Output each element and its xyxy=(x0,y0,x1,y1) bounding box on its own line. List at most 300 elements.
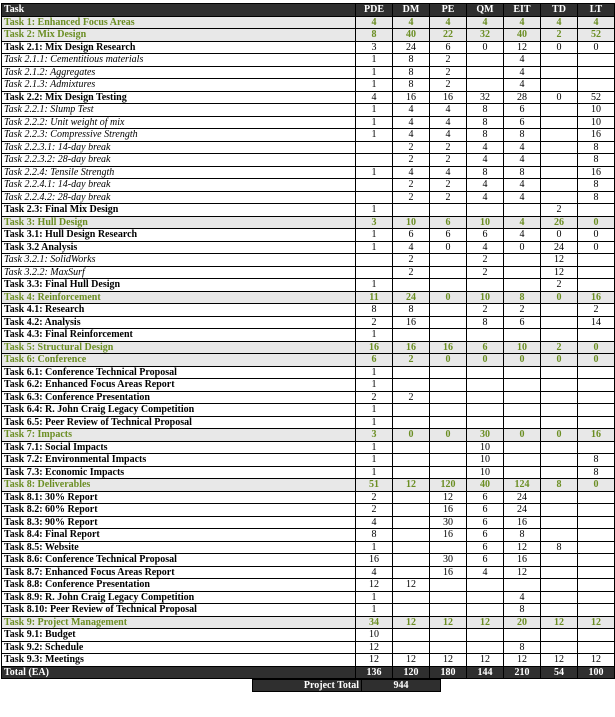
hours-cell-qm: 30 xyxy=(467,429,504,442)
hours-cell-eit: 12 xyxy=(504,566,541,579)
hours-cell-lt: 8 xyxy=(578,454,615,467)
hours-cell-lt xyxy=(578,504,615,517)
hours-cell-pe: 12 xyxy=(430,491,467,504)
hours-cell-eit: 0 xyxy=(504,354,541,367)
hours-cell-dm: 12 xyxy=(393,616,430,629)
hours-cell-pde: 1 xyxy=(356,591,393,604)
hours-cell-pe: 2 xyxy=(430,79,467,92)
task-label: Task 2.2.4: Tensile Strength xyxy=(2,166,356,179)
hours-cell-pde: 1 xyxy=(356,66,393,79)
hours-cell-qm: 12 xyxy=(467,654,504,667)
hours-cell-qm: 0 xyxy=(467,354,504,367)
hours-cell-pe: 0 xyxy=(430,429,467,442)
hours-cell-qm: 6 xyxy=(467,516,504,529)
task-group-row xyxy=(2,479,615,492)
hours-cell-qm xyxy=(467,379,504,392)
task-row xyxy=(2,454,615,467)
hours-cell-qm xyxy=(467,366,504,379)
task-row xyxy=(2,329,615,342)
task-row xyxy=(2,516,615,529)
task-row xyxy=(2,404,615,417)
task-row xyxy=(2,566,615,579)
hours-cell-pe xyxy=(430,604,467,617)
hours-cell-lt: 16 xyxy=(578,291,615,304)
hours-cell-dm: 12 xyxy=(393,654,430,667)
hours-cell-qm: 2 xyxy=(467,266,504,279)
hours-cell-eit: 6 xyxy=(504,116,541,129)
hours-cell-pde: 12 xyxy=(356,579,393,592)
hours-cell-td xyxy=(541,416,578,429)
task-row xyxy=(2,279,615,292)
task-row xyxy=(2,91,615,104)
hours-cell-pde: 51 xyxy=(356,479,393,492)
hours-cell-pe: 30 xyxy=(430,516,467,529)
task-group-row xyxy=(2,341,615,354)
task-row xyxy=(2,391,615,404)
task-label: Task 2.2.1: Slump Test xyxy=(2,104,356,117)
hours-cell-eit xyxy=(504,204,541,217)
task-row xyxy=(2,79,615,92)
task-row xyxy=(2,366,615,379)
hours-cell-td: 26 xyxy=(541,216,578,229)
hours-cell-dm xyxy=(393,491,430,504)
hours-cell-pde: 2 xyxy=(356,316,393,329)
hours-cell-pde: 1 xyxy=(356,466,393,479)
hours-cell-eit: 12 xyxy=(504,41,541,54)
task-label: Task 4.2: Analysis xyxy=(2,316,356,329)
hours-cell-pe: 16 xyxy=(430,504,467,517)
task-label: Task 3.3: Final Hull Design xyxy=(2,279,356,292)
hours-cell-eit: 4 xyxy=(504,66,541,79)
hours-cell-qm: 8 xyxy=(467,116,504,129)
header-lt: LT xyxy=(578,4,615,17)
task-label: Task 6: Conference xyxy=(2,354,356,367)
task-label: Task 2.1.1: Cementitious materials xyxy=(2,54,356,67)
task-row xyxy=(2,304,615,317)
hours-cell-pe xyxy=(430,366,467,379)
hours-cell-dm xyxy=(393,379,430,392)
hours-cell-lt xyxy=(578,379,615,392)
hours-cell-pde: 4 xyxy=(356,566,393,579)
hours-cell-lt: 10 xyxy=(578,104,615,117)
hours-cell-pde: 1 xyxy=(356,441,393,454)
task-label: Task 1: Enhanced Focus Areas xyxy=(2,16,356,29)
hours-cell-td xyxy=(541,504,578,517)
hours-cell-pe: 0 xyxy=(430,354,467,367)
hours-cell-lt xyxy=(578,629,615,642)
hours-cell-dm: 8 xyxy=(393,79,430,92)
hours-cell-td xyxy=(541,141,578,154)
hours-cell-td: 12 xyxy=(541,654,578,667)
hours-cell-eit xyxy=(504,416,541,429)
hours-cell-td: 0 xyxy=(541,41,578,54)
task-row xyxy=(2,266,615,279)
header-eit: EIT xyxy=(504,4,541,17)
hours-cell-lt: 8 xyxy=(578,191,615,204)
hours-cell-pe xyxy=(430,404,467,417)
hours-cell-qm: 6 xyxy=(467,504,504,517)
hours-cell-eit: 4 xyxy=(504,79,541,92)
hours-cell-qm: 10 xyxy=(467,216,504,229)
header-row xyxy=(2,4,615,17)
task-label: Task 2.2.3: Compressive Strength xyxy=(2,129,356,142)
hours-cell-eit xyxy=(504,391,541,404)
hours-cell-dm: 12 xyxy=(393,579,430,592)
hours-cell-pde xyxy=(356,266,393,279)
hours-cell-td: 8 xyxy=(541,541,578,554)
hours-cell-td xyxy=(541,154,578,167)
hours-cell-pe: 12 xyxy=(430,654,467,667)
hours-cell-eit: 210 xyxy=(504,666,541,679)
hours-cell-td xyxy=(541,566,578,579)
hours-cell-td: 0 xyxy=(541,229,578,242)
hours-cell-dm: 2 xyxy=(393,254,430,267)
hours-cell-pe xyxy=(430,441,467,454)
hours-cell-td xyxy=(541,391,578,404)
hours-cell-pe: 30 xyxy=(430,554,467,567)
task-row xyxy=(2,54,615,67)
hours-cell-qm: 8 xyxy=(467,129,504,142)
hours-cell-eit: 4 xyxy=(504,179,541,192)
hours-cell-eit: 4 xyxy=(504,54,541,67)
hours-cell-pde: 1 xyxy=(356,604,393,617)
hours-cell-td xyxy=(541,316,578,329)
hours-cell-pde: 1 xyxy=(356,454,393,467)
hours-cell-lt: 4 xyxy=(578,16,615,29)
hours-cell-lt xyxy=(578,54,615,67)
header-task: Task xyxy=(2,4,356,17)
task-group-row xyxy=(2,29,615,42)
hours-cell-dm xyxy=(393,366,430,379)
hours-cell-td: 12 xyxy=(541,254,578,267)
hours-cell-qm: 4 xyxy=(467,241,504,254)
hours-cell-qm xyxy=(467,579,504,592)
hours-cell-pe xyxy=(430,316,467,329)
hours-cell-qm: 4 xyxy=(467,16,504,29)
hours-cell-dm xyxy=(393,641,430,654)
project-total-trailing xyxy=(441,680,614,692)
hours-cell-qm: 10 xyxy=(467,466,504,479)
hours-cell-qm: 40 xyxy=(467,479,504,492)
hours-cell-dm: 2 xyxy=(393,154,430,167)
hours-cell-pe xyxy=(430,279,467,292)
hours-cell-pde: 2 xyxy=(356,391,393,404)
hours-cell-dm: 12 xyxy=(393,479,430,492)
hours-cell-td xyxy=(541,129,578,142)
hours-cell-pde xyxy=(356,191,393,204)
hours-cell-pde xyxy=(356,179,393,192)
task-row xyxy=(2,379,615,392)
task-label: Task 2: Mix Design xyxy=(2,29,356,42)
task-row xyxy=(2,629,615,642)
hours-cell-eit xyxy=(504,466,541,479)
hours-cell-eit: 0 xyxy=(504,429,541,442)
hours-cell-pe xyxy=(430,329,467,342)
hours-cell-eit xyxy=(504,629,541,642)
hours-cell-dm xyxy=(393,504,430,517)
hours-cell-lt: 8 xyxy=(578,154,615,167)
hours-cell-eit xyxy=(504,254,541,267)
hours-cell-pe xyxy=(430,379,467,392)
hours-cell-pde: 2 xyxy=(356,491,393,504)
hours-cell-pde: 4 xyxy=(356,16,393,29)
hours-cell-pe: 2 xyxy=(430,66,467,79)
task-label: Task 8.8: Conference Presentation xyxy=(2,579,356,592)
task-row xyxy=(2,579,615,592)
hours-cell-eit xyxy=(504,379,541,392)
task-row xyxy=(2,654,615,667)
task-row xyxy=(2,466,615,479)
hours-cell-eit xyxy=(504,454,541,467)
hours-cell-dm xyxy=(393,529,430,542)
task-row xyxy=(2,129,615,142)
hours-cell-dm: 0 xyxy=(393,429,430,442)
hours-cell-pe: 16 xyxy=(430,566,467,579)
task-label: Task 4.3: Final Reinforcement xyxy=(2,329,356,342)
hours-cell-qm: 6 xyxy=(467,554,504,567)
hours-cell-lt xyxy=(578,541,615,554)
hours-cell-pe xyxy=(430,466,467,479)
hours-cell-eit: 4 xyxy=(504,229,541,242)
task-label: Task 9: Project Management xyxy=(2,616,356,629)
hours-cell-qm: 8 xyxy=(467,316,504,329)
hours-cell-qm xyxy=(467,629,504,642)
task-label: Task 2.2.2: Unit weight of mix xyxy=(2,116,356,129)
hours-cell-pe xyxy=(430,641,467,654)
hours-cell-pe: 2 xyxy=(430,141,467,154)
hours-cell-pde: 16 xyxy=(356,554,393,567)
hours-cell-eit: 12 xyxy=(504,541,541,554)
hours-cell-dm: 40 xyxy=(393,29,430,42)
hours-cell-dm xyxy=(393,604,430,617)
hours-cell-eit: 4 xyxy=(504,16,541,29)
hours-cell-td xyxy=(541,591,578,604)
hours-cell-pe: 16 xyxy=(430,341,467,354)
hours-cell-qm: 6 xyxy=(467,341,504,354)
hours-cell-lt xyxy=(578,329,615,342)
hours-cell-pe: 12 xyxy=(430,616,467,629)
hours-cell-pde: 11 xyxy=(356,291,393,304)
hours-cell-td: 8 xyxy=(541,479,578,492)
hours-cell-qm xyxy=(467,404,504,417)
hours-cell-eit xyxy=(504,279,541,292)
task-label: Task 6.3: Conference Presentation xyxy=(2,391,356,404)
table-body xyxy=(2,16,615,679)
task-group-row xyxy=(2,291,615,304)
hours-cell-lt: 8 xyxy=(578,141,615,154)
hours-cell-td xyxy=(541,304,578,317)
hours-cell-dm: 24 xyxy=(393,291,430,304)
hours-cell-td: 0 xyxy=(541,429,578,442)
task-group-row xyxy=(2,354,615,367)
hours-cell-pde: 3 xyxy=(356,429,393,442)
task-label: Task 3.2.1: SolidWorks xyxy=(2,254,356,267)
hours-cell-pde: 34 xyxy=(356,616,393,629)
hours-cell-lt: 0 xyxy=(578,241,615,254)
task-label: Task 4.1: Research xyxy=(2,304,356,317)
hours-cell-qm xyxy=(467,641,504,654)
hours-cell-qm: 32 xyxy=(467,91,504,104)
hours-cell-pe: 2 xyxy=(430,154,467,167)
hours-cell-dm: 120 xyxy=(393,666,430,679)
hours-cell-td: 2 xyxy=(541,279,578,292)
task-label: Total (EA) xyxy=(2,666,356,679)
hours-cell-lt: 8 xyxy=(578,179,615,192)
hours-cell-td xyxy=(541,629,578,642)
task-label: Task 8.7: Enhanced Focus Areas Report xyxy=(2,566,356,579)
hours-cell-td xyxy=(541,441,578,454)
hours-cell-lt xyxy=(578,366,615,379)
header-td: TD xyxy=(541,4,578,17)
hours-cell-qm: 2 xyxy=(467,254,504,267)
hours-cell-eit: 16 xyxy=(504,516,541,529)
hours-cell-dm: 2 xyxy=(393,141,430,154)
hours-cell-pe xyxy=(430,391,467,404)
hours-cell-dm: 4 xyxy=(393,16,430,29)
hours-cell-pe: 22 xyxy=(430,29,467,42)
hours-cell-qm: 4 xyxy=(467,179,504,192)
hours-cell-td: 2 xyxy=(541,341,578,354)
hours-cell-dm xyxy=(393,554,430,567)
task-label: Task 8.6: Conference Technical Proposal xyxy=(2,554,356,567)
hours-cell-pe xyxy=(430,416,467,429)
hours-cell-pde xyxy=(356,141,393,154)
hours-cell-qm: 4 xyxy=(467,141,504,154)
hours-cell-eit: 4 xyxy=(504,141,541,154)
hours-cell-lt xyxy=(578,516,615,529)
task-label: Task 2.2.3.2: 28-day break xyxy=(2,154,356,167)
hours-cell-pe: 0 xyxy=(430,241,467,254)
task-row xyxy=(2,554,615,567)
hours-cell-qm xyxy=(467,54,504,67)
hours-cell-eit: 6 xyxy=(504,104,541,117)
hours-cell-pe xyxy=(430,579,467,592)
hours-cell-lt: 12 xyxy=(578,616,615,629)
hours-cell-lt xyxy=(578,491,615,504)
hours-cell-pde: 10 xyxy=(356,629,393,642)
task-label: Task 2.2: Mix Design Testing xyxy=(2,91,356,104)
hours-cell-lt xyxy=(578,579,615,592)
hours-cell-pe: 4 xyxy=(430,16,467,29)
hours-cell-qm xyxy=(467,416,504,429)
hours-cell-eit: 8 xyxy=(504,604,541,617)
hours-cell-pe xyxy=(430,304,467,317)
hours-cell-pde: 1 xyxy=(356,204,393,217)
hours-cell-dm: 4 xyxy=(393,129,430,142)
hours-cell-dm xyxy=(393,454,430,467)
task-row xyxy=(2,104,615,117)
hours-cell-td xyxy=(541,516,578,529)
project-total-table xyxy=(1,679,613,692)
hours-cell-pde: 8 xyxy=(356,304,393,317)
hours-cell-td: 2 xyxy=(541,29,578,42)
hours-cell-lt xyxy=(578,279,615,292)
hours-cell-qm: 10 xyxy=(467,454,504,467)
hours-cell-pe: 120 xyxy=(430,479,467,492)
task-label: Task 8: Deliverables xyxy=(2,479,356,492)
hours-cell-td xyxy=(541,404,578,417)
hours-cell-lt xyxy=(578,641,615,654)
hours-cell-dm: 2 xyxy=(393,354,430,367)
hours-cell-pde: 12 xyxy=(356,641,393,654)
hours-cell-pde: 1 xyxy=(356,279,393,292)
project-total-row xyxy=(1,680,613,692)
task-label: Task 8.10: Peer Review of Technical Proposal xyxy=(2,604,356,617)
task-label: Task 6.2: Enhanced Focus Areas Report xyxy=(2,379,356,392)
hours-cell-td xyxy=(541,641,578,654)
hours-cell-eit: 8 xyxy=(504,129,541,142)
task-row xyxy=(2,154,615,167)
task-label: Task 3.1: Hull Design Research xyxy=(2,229,356,242)
task-row xyxy=(2,416,615,429)
hours-cell-dm xyxy=(393,541,430,554)
hours-cell-qm xyxy=(467,279,504,292)
hours-cell-lt xyxy=(578,266,615,279)
hours-cell-qm: 6 xyxy=(467,529,504,542)
hours-cell-dm: 4 xyxy=(393,241,430,254)
hours-cell-dm: 8 xyxy=(393,304,430,317)
hours-cell-pe: 180 xyxy=(430,666,467,679)
task-label: Task 9.3: Meetings xyxy=(2,654,356,667)
hours-cell-td xyxy=(541,491,578,504)
header-dm: DM xyxy=(393,4,430,17)
hours-cell-lt: 52 xyxy=(578,29,615,42)
total-row xyxy=(2,666,615,679)
task-label: Task 6.4: R. John Craig Legacy Competition xyxy=(2,404,356,417)
hours-cell-pe: 6 xyxy=(430,41,467,54)
hours-cell-lt: 0 xyxy=(578,479,615,492)
task-label: Task 7: Impacts xyxy=(2,429,356,442)
hours-cell-qm: 32 xyxy=(467,29,504,42)
hours-cell-pde xyxy=(356,154,393,167)
hours-cell-lt: 2 xyxy=(578,304,615,317)
hours-cell-dm: 2 xyxy=(393,391,430,404)
hours-cell-qm xyxy=(467,204,504,217)
hours-cell-pde: 1 xyxy=(356,166,393,179)
hours-cell-pe: 2 xyxy=(430,179,467,192)
task-group-row xyxy=(2,616,615,629)
header-pde: PDE xyxy=(356,4,393,17)
task-label: Task 7.2: Environmental Impacts xyxy=(2,454,356,467)
hours-cell-dm xyxy=(393,204,430,217)
hours-cell-lt: 0 xyxy=(578,216,615,229)
hours-cell-qm: 12 xyxy=(467,616,504,629)
task-label: Task 7.1: Social Impacts xyxy=(2,441,356,454)
hours-cell-qm: 8 xyxy=(467,166,504,179)
hours-cell-td: 12 xyxy=(541,616,578,629)
task-row xyxy=(2,66,615,79)
hours-cell-td xyxy=(541,604,578,617)
hours-cell-dm: 16 xyxy=(393,316,430,329)
task-row xyxy=(2,191,615,204)
hours-cell-dm: 4 xyxy=(393,166,430,179)
hours-cell-lt xyxy=(578,391,615,404)
task-row xyxy=(2,441,615,454)
hours-cell-qm xyxy=(467,66,504,79)
hours-cell-td xyxy=(541,191,578,204)
hours-cell-pde: 1 xyxy=(356,541,393,554)
hours-cell-pde: 1 xyxy=(356,416,393,429)
hours-cell-eit xyxy=(504,366,541,379)
task-label: Task 2.1: Mix Design Research xyxy=(2,41,356,54)
hours-cell-pde: 8 xyxy=(356,529,393,542)
hours-cell-pde: 1 xyxy=(356,79,393,92)
task-row xyxy=(2,541,615,554)
hours-cell-td xyxy=(541,79,578,92)
hours-cell-lt: 100 xyxy=(578,666,615,679)
hours-cell-qm: 144 xyxy=(467,666,504,679)
task-label: Task 4: Reinforcement xyxy=(2,291,356,304)
